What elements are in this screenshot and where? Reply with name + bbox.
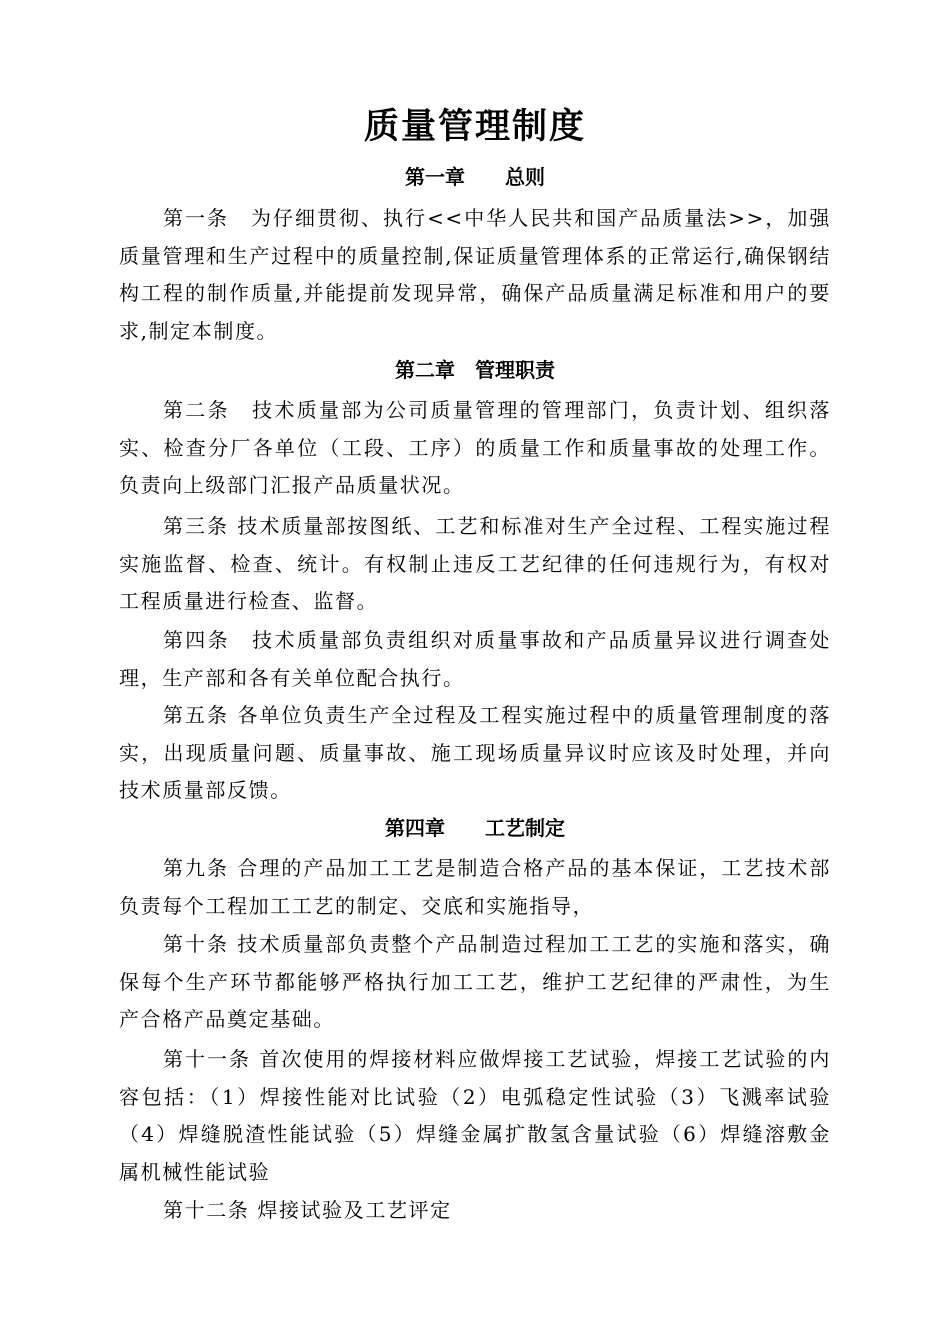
article-12: 第十二条 焊接试验及工艺评定: [163, 1198, 452, 1222]
chapter-number: 第二章: [395, 358, 455, 382]
chapter-heading-4: [0, 813, 950, 843]
article-5: 第五条 各单位负责生产全过程及工程实施过程中的质量管理制度的落实，出现质量问题、质量事故、施工现场质量异议时应该及时处理，并向技术质量部反馈。: [119, 703, 831, 802]
chapter-name: 管理职责: [475, 358, 555, 382]
article-1: 第一条 为仔细贯彻、执行<<中华人民共和国产品质量法>>，加强质量管理和生产过程中的质量控制,保证质量管理体系的正常运行,确保钢结构工程的制作质量,并能提前发现异常，确保产品质量满足标准和用户的要求,制定本制度。: [119, 206, 831, 343]
article-9: 第九条 合理的产品加工工艺是制造合格产品的基本保证，工艺技术部负责每个工程加工工艺的制定、交底和实施指导，: [119, 856, 831, 918]
chapter-heading-1: [0, 162, 950, 192]
article-3: 第三条 技术质量部按图纸、工艺和标准对生产全过程、工程实施过程实施监督、检查、统计。有权制止违反工艺纪律的任何违规行为，有权对工程质量进行检查、监督。: [119, 514, 831, 613]
article-11: 第十一条 首次使用的焊接材料应做焊接工艺试验，焊接工艺试验的内容包括：（1）焊接性能对比试验（2）电弧稳定性试验（3）飞溅率试验（4）焊缝脱渣性能试验（5）焊缝金属扩散氢含量试验（6）焊缝溶敷金属机械性能试验: [119, 1047, 831, 1184]
chapter-heading-2: [0, 355, 950, 385]
article-10: 第十条 技术质量部负责整个产品制造过程加工工艺的实施和落实，确保每个生产环节都能够严格执行加工工艺，维护工艺纪律的严肃性，为生产合格产品奠定基础。: [119, 932, 831, 1031]
article-4: 第四条 技术质量部负责组织对质量事故和产品质量异议进行调查处理，生产部和各有关单位配合执行。: [119, 628, 831, 690]
chapter-number: 第四章: [385, 816, 445, 840]
article-2: 第二条 技术质量部为公司质量管理的管理部门，负责计划、组织落实、检查分厂各单位（工段、工序）的质量工作和质量事故的处理工作。负责向上级部门汇报产品质量状况。: [119, 398, 831, 497]
chapter-name: 总则: [505, 165, 545, 189]
chapter-number: 第一章: [405, 165, 465, 189]
document-title: 质量管理制度: [363, 106, 586, 147]
chapter-name: 工艺制定: [485, 816, 565, 840]
